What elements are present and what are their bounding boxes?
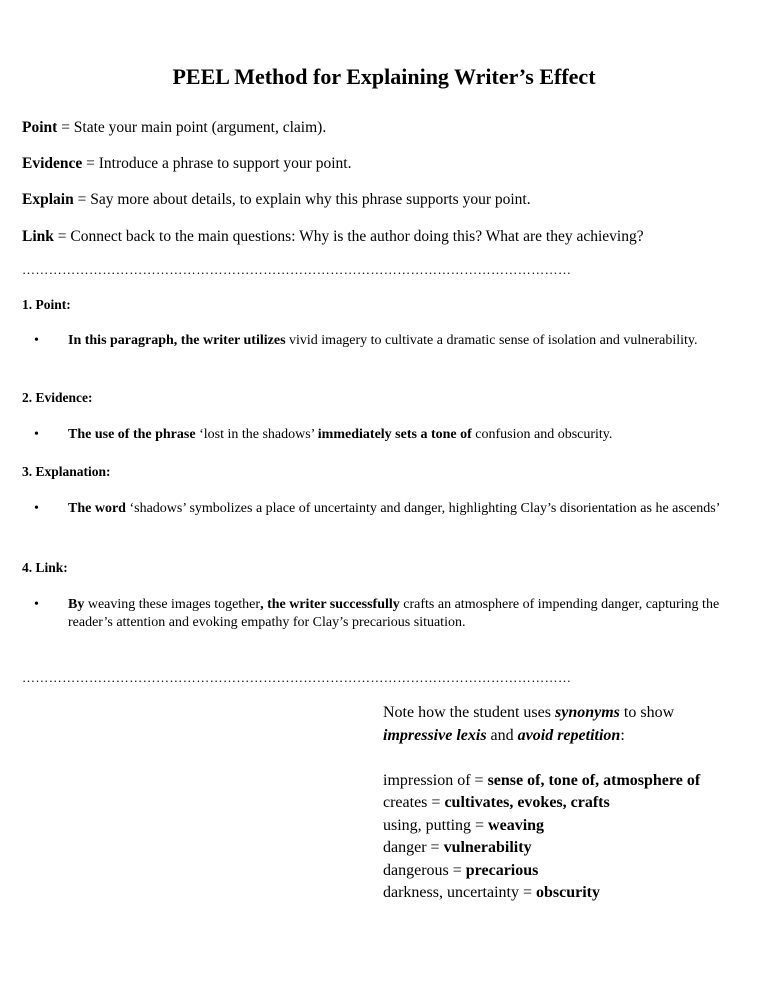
text-phrase: crafts an atmosphere of impending danger, capturing the reader’s attention and evoking empathy for Clay’s precarious situation.	[68, 597, 720, 630]
dotted-divider: ……………………………………………………………………………………………………………	[22, 670, 572, 685]
synonym-replacement: precarious	[465, 861, 539, 879]
definition-point	[22, 119, 326, 137]
definition-text: = State your main point (argument, claim).	[57, 119, 327, 136]
bold-phrase: The use of the phrase	[68, 427, 196, 442]
bullet-text	[68, 426, 748, 444]
section-heading: 2. Evidence:	[22, 390, 93, 405]
synonym-note	[383, 702, 763, 905]
synonym-row	[383, 770, 763, 793]
synonym-replacement: cultivates, evokes, crafts	[444, 794, 610, 811]
definition-text: = Say more about details, to explain why this phrase supports your point.	[73, 191, 531, 208]
bullet-icon: •	[34, 501, 39, 516]
synonym-row	[383, 882, 763, 905]
bullet-icon: •	[34, 427, 39, 442]
note-intro-line1	[383, 702, 763, 725]
synonym-replacement: vulnerability	[443, 839, 532, 856]
page-title: PEEL Method for Explaining Writer’s Effect	[172, 64, 596, 89]
bullet-icon: •	[34, 597, 39, 612]
synonym-original: darkness, uncertainty =	[383, 884, 536, 901]
synonym-original: dangerous =	[383, 861, 466, 879]
synonym-replacement: obscurity	[535, 884, 600, 901]
definition-text: = Connect back to the main questions: Why is the author doing this? What are they achieving?	[53, 228, 644, 245]
synonym-row	[383, 860, 763, 883]
synonym-list	[383, 770, 763, 905]
bold-phrase: The word	[68, 501, 126, 516]
term: Evidence	[22, 155, 83, 172]
definition-evidence	[22, 155, 351, 173]
synonym-row	[383, 792, 763, 815]
dotted-divider: ……………………………………………………………………………………………………………	[22, 262, 572, 277]
synonym-row	[383, 837, 763, 860]
synonym-original: using, putting =	[383, 816, 489, 834]
note-text: :	[620, 726, 625, 744]
definition-text: = Introduce a phrase to support your point.	[82, 155, 352, 172]
synonym-replacement: weaving	[488, 816, 545, 834]
text-phrase: ‘lost in the shadows’	[195, 427, 318, 442]
bullet-icon: •	[34, 333, 39, 348]
term: Explain	[22, 191, 74, 208]
bold-phrase: , the writer successfully	[260, 597, 400, 612]
bold-phrase: In this paragraph, the writer utilizes	[68, 333, 286, 348]
note-text: Note how the student uses	[383, 704, 555, 721]
text-phrase: ‘shadows’ symbolizes a place of uncertainty and danger, highlighting Clay’s disorientation as he ascends’	[125, 501, 721, 516]
bullet-text	[68, 596, 748, 632]
text-phrase: vivid imagery to cultivate a dramatic sense of isolation and vulnerability.	[285, 333, 698, 348]
note-emphasis: synonyms	[554, 704, 620, 721]
definition-explain	[22, 191, 531, 209]
synonym-original: impression of =	[383, 771, 488, 789]
section-heading: 1. Point:	[22, 297, 71, 312]
synonym-original: danger =	[383, 839, 444, 856]
bullet-text	[68, 500, 748, 518]
text-phrase: weaving these images together	[84, 597, 261, 612]
definition-link	[22, 228, 644, 246]
section-heading: 4. Link:	[22, 560, 68, 575]
bold-phrase: immediately sets a tone of	[317, 427, 472, 442]
note-emphasis: avoid repetition	[517, 726, 621, 744]
bold-phrase: By	[68, 597, 85, 612]
synonym-row	[383, 815, 763, 838]
note-emphasis: impressive lexis	[383, 726, 487, 744]
note-intro-line2	[383, 725, 763, 748]
synonym-replacement: sense of, tone of, atmosphere of	[487, 771, 701, 789]
note-text: and	[486, 726, 518, 744]
synonym-original: creates =	[383, 794, 445, 811]
section-heading: 3. Explanation:	[22, 464, 111, 479]
note-text: to show	[619, 704, 675, 721]
term: Point	[22, 119, 58, 136]
bullet-text	[68, 332, 748, 350]
term: Link	[22, 228, 54, 245]
text-phrase: confusion and obscurity.	[471, 427, 613, 442]
